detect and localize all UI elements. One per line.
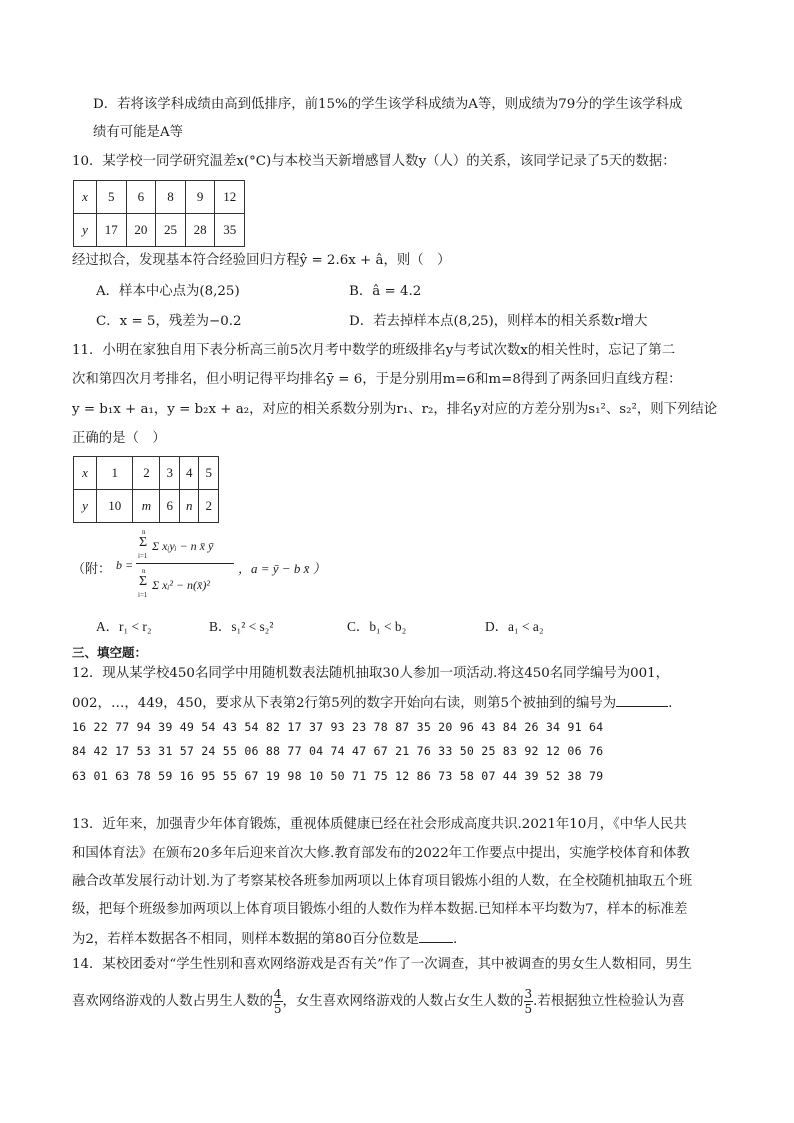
table-cell: x (74, 181, 97, 214)
sum-top-upper: n (142, 528, 146, 536)
sum-top-lower: n (142, 567, 146, 575)
q11-stem-line1: 11．小明在家独自用下表分析高三前5次月考中数学的班级排名y与考试次数x的相关性时，忘记了第二 (72, 343, 676, 358)
table-cell: 12 (215, 181, 245, 214)
q10-data-table (73, 180, 245, 247)
q10-regression-line: 经过拟合，发现基本符合经验回归方程ŷ = 2.6x + â，则（ ） (72, 253, 451, 268)
table-cell: 3 (160, 457, 180, 490)
q11-stem-line2: 次和第四次月考排名，但小明记得平均排名ȳ = 6，于是分别用m=6和m=8得到了两条回归直线方程： (72, 372, 682, 387)
table-cell: y (74, 490, 97, 523)
table-cell: 20 (126, 214, 156, 247)
q14-stem-line2-b: ，女生喜欢网络游戏的人数占女生人数的 (282, 994, 524, 1009)
section-heading: 三、填空题： (72, 645, 148, 660)
q13-stem-line3: 融合改革发展行动计划.为了考察某校各班参加两项以上体育项目锻炼小组的人数，在全校随机抽取五个班 (72, 874, 693, 889)
sum-sign-lower: Σ (139, 574, 148, 589)
q12-stem-line2-text: 002，…，449，450，要求从下表第2行第5列的数字开始向右读，则第5个被抽到的编号为 (72, 696, 617, 711)
answer-blank[interactable] (616, 692, 668, 707)
formula-denominator: Σ xᵢ² − n(x̄)² (152, 578, 210, 592)
q13-stem-line4: 级，把每个班级参加两项以上体育项目锻炼小组的人数作为样本数据.已知样本平均数为7，样本的标准差 (72, 902, 688, 917)
table-cell: 6 (126, 181, 156, 214)
formula-a: ，a = ȳ − b x̄ ） (238, 561, 326, 576)
fraction-numerator: 4 (273, 987, 282, 1001)
table-row (74, 214, 245, 247)
q11-option-c: C．b₁ < b₂ (347, 619, 407, 634)
table-cell: 10 (97, 490, 133, 523)
formula-numerator: Σ xᵢyᵢ − n x̄ ȳ (152, 539, 214, 553)
table-cell: 6 (160, 490, 180, 523)
table-cell: 4 (179, 457, 199, 490)
q10-option-d: D．若去掉样本点(8,25)，则样本的相关系数r增大 (349, 314, 648, 329)
table-cell: 17 (97, 214, 127, 247)
q11-option-b: B．s₁² < s₂² (209, 619, 274, 634)
q13-stem-line2: 和国体育法》在颁布20多年后迎来首次大修.教育部发布的2022年工作要点中提出，实施学校体育和体教 (72, 846, 690, 861)
table-cell: 8 (156, 181, 186, 214)
formula-prefix: （附： (72, 561, 112, 576)
table-row (74, 181, 245, 214)
table-cell: 5 (97, 181, 127, 214)
table-cell: 9 (185, 181, 215, 214)
table-row (74, 490, 219, 523)
table-cell: y (74, 214, 97, 247)
table-cell: n (179, 490, 199, 523)
sum-bot-lower: i=1 (138, 591, 148, 599)
q12-stem-line2-end: . (668, 696, 673, 711)
fraction-three-fifths (524, 988, 534, 1015)
q11-stem-line4: 正确的是（ ） (72, 431, 166, 446)
q13-stem-line5 (72, 928, 457, 949)
q11-option-a: A．r₁ < r₂ (96, 619, 152, 634)
formula-b: b = (116, 558, 134, 572)
fraction-bar (136, 563, 234, 564)
q13-stem-line1: 13．近年来，加强青少年体育锻炼，重视体质健康已经在社会形成高度共识.2021年10月，《中华人民共 (72, 817, 687, 832)
q11-stem-line3: y = b₁x + a₁，y = b₂x + a₂，对应的相关系数分别为r₁、r₂，排名y对应的方差分别为s₁²、s₂²，则下列结论 (72, 402, 718, 417)
fraction-denominator: 5 (524, 1002, 533, 1016)
q14-stem-line2-c: .若根据独立性检验认为喜 (533, 994, 685, 1009)
random-table-row: 84 42 17 53 31 57 24 55 06 88 77 04 74 47 67 21 76 33 50 25 83 92 12 06 76 (72, 744, 604, 758)
q9-option-d-line2: 绩有可能是A等 (93, 125, 184, 140)
table-row (74, 457, 219, 490)
q10-stem: 10．某学校一同学研究温差x(°C)与本校当天新增感冒人数y（人）的关系，该同学记录了5天的数据： (72, 154, 676, 169)
sum-sign-upper: Σ (139, 535, 148, 550)
fraction-denominator: 5 (273, 1002, 282, 1016)
q12-stem-line2 (72, 692, 672, 713)
q13-stem-line5-text: 为2，若样本数据各不相同，则样本数据的第80百分位数是 (72, 932, 419, 947)
random-table-row: 63 01 63 78 59 16 95 55 67 19 98 10 50 71 75 12 86 73 58 07 44 39 52 38 79 (72, 769, 604, 783)
fraction-numerator: 3 (524, 987, 533, 1001)
sum-bot-upper: i=1 (138, 552, 148, 560)
table-cell: 2 (199, 490, 219, 523)
answer-blank[interactable] (419, 928, 453, 943)
table-cell: x (74, 457, 97, 490)
q10-option-b: B．â = 4.2 (349, 284, 422, 299)
q10-option-a: A．样本中心点为(8,25) (96, 284, 240, 299)
table-cell: 25 (156, 214, 186, 247)
q11-formula-note (72, 528, 372, 608)
q11-data-table (73, 456, 219, 523)
random-table-row: 16 22 77 94 39 49 54 43 54 82 17 37 93 23 78 87 35 20 96 43 84 26 34 91 64 (72, 720, 604, 734)
q11-option-d: D．a₁ < a₂ (485, 619, 544, 634)
table-cell: 28 (185, 214, 215, 247)
table-cell: 35 (215, 214, 245, 247)
q10-option-c: C．x = 5，残差为−0.2 (96, 314, 242, 329)
q13-stem-line5-end: . (452, 932, 458, 947)
table-cell: m (133, 490, 160, 523)
table-cell: 2 (133, 457, 160, 490)
q14-stem-line2 (72, 986, 685, 1018)
q12-stem-line1: 12．现从某学校450名同学中用随机数表法随机抽取30人参加一项活动.将这450名同学编号为001， (72, 666, 670, 681)
fraction-four-fifths (273, 988, 283, 1015)
table-cell: 5 (199, 457, 219, 490)
q14-stem-line2-a: 喜欢网络游戏的人数占男生人数的 (72, 994, 273, 1009)
q9-option-d-line1: D．若将该学科成绩由高到低排序，前15%的学生该学科成绩为A等，则成绩为79分的学生该学科成 (93, 97, 683, 112)
table-cell: 1 (97, 457, 133, 490)
q14-stem-line1: 14．某校团委对“学生性别和喜欢网络游戏是否有关”作了一次调查，其中被调查的男女生人数相同，男生 (72, 957, 692, 972)
